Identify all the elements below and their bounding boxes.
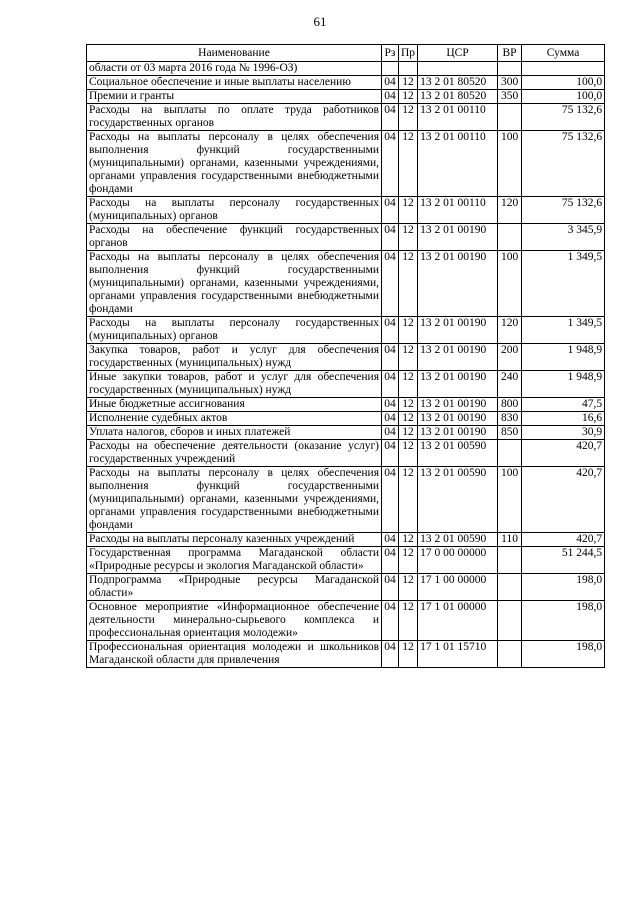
row-rz: 04 <box>382 641 399 668</box>
table-header-row <box>87 45 605 62</box>
row-name: Исполнение судебных актов <box>87 412 382 426</box>
table-row <box>87 90 605 104</box>
row-name: Расходы на обеспечение функций государственных органов <box>87 224 382 251</box>
row-sum: 75 132,6 <box>522 104 605 131</box>
row-name: Расходы на выплаты по оплате труда работников государственных органов <box>87 104 382 131</box>
row-pr: 12 <box>399 197 418 224</box>
row-vr: 120 <box>498 197 522 224</box>
row-sum: 198,0 <box>522 574 605 601</box>
row-rz: 04 <box>382 317 399 344</box>
row-sum: 100,0 <box>522 90 605 104</box>
table-row <box>87 440 605 467</box>
row-csr: 13 2 01 00190 <box>418 398 498 412</box>
row-name: Расходы на выплаты персоналу государственных (муниципальных) органов <box>87 197 382 224</box>
row-rz: 04 <box>382 197 399 224</box>
row-vr: 120 <box>498 317 522 344</box>
row-vr: 850 <box>498 426 522 440</box>
row-name: Иные бюджетные ассигнования <box>87 398 382 412</box>
row-csr: 13 2 01 00110 <box>418 104 498 131</box>
table-row <box>87 533 605 547</box>
row-sum: 198,0 <box>522 601 605 641</box>
row-pr: 12 <box>399 90 418 104</box>
row-name: Закупка товаров, работ и услуг для обеспечения государственных (муниципальных) нужд <box>87 344 382 371</box>
row-vr <box>498 224 522 251</box>
table-row <box>87 467 605 533</box>
row-rz: 04 <box>382 76 399 90</box>
row-name: Расходы на выплаты персоналу казенных учреждений <box>87 533 382 547</box>
row-sum: 198,0 <box>522 641 605 668</box>
row-pr: 12 <box>399 601 418 641</box>
row-pr: 12 <box>399 426 418 440</box>
row-vr <box>498 440 522 467</box>
row-sum: 75 132,6 <box>522 197 605 224</box>
row-pr: 12 <box>399 574 418 601</box>
row-name: Профессиональная ориентация молодежи и школьников Магаданской области для привлечения <box>87 641 382 668</box>
row-vr: 100 <box>498 251 522 317</box>
row-sum: 420,7 <box>522 533 605 547</box>
row-rz: 04 <box>382 412 399 426</box>
row-rz: 04 <box>382 104 399 131</box>
row-csr: 13 2 01 00190 <box>418 224 498 251</box>
row-name: Основное мероприятие «Информационное обеспечение деятельности минерально-сырьевого комплекса и профессиональная ориентация молодежи» <box>87 601 382 641</box>
page-number: 61 <box>313 14 327 29</box>
table-row <box>87 398 605 412</box>
row-name: Расходы на выплаты персоналу в целях обеспечения выполнения функций государственными (муниципальными) органами, казенными учреждениями, органами управления государственными внебюджетными фондами <box>87 131 382 197</box>
row-sum: 30,9 <box>522 426 605 440</box>
continuation-text: области от 03 марта 2016 года № 1996-ОЗ) <box>87 62 382 76</box>
row-rz: 04 <box>382 574 399 601</box>
row-rz: 04 <box>382 547 399 574</box>
row-pr: 12 <box>399 641 418 668</box>
table-row <box>87 641 605 668</box>
row-sum: 51 244,5 <box>522 547 605 574</box>
row-vr <box>498 104 522 131</box>
row-pr: 12 <box>399 104 418 131</box>
row-csr: 17 1 01 00000 <box>418 601 498 641</box>
table-row <box>87 412 605 426</box>
row-csr: 13 2 01 00190 <box>418 426 498 440</box>
table-row <box>87 197 605 224</box>
row-vr: 240 <box>498 371 522 398</box>
row-name: Уплата налогов, сборов и иных платежей <box>87 426 382 440</box>
row-vr <box>498 641 522 668</box>
header-csr: ЦСР <box>418 45 498 62</box>
row-name: Социальное обеспечение и иные выплаты населению <box>87 76 382 90</box>
row-pr: 12 <box>399 533 418 547</box>
row-pr: 12 <box>399 398 418 412</box>
table-row <box>87 371 605 398</box>
row-csr: 17 1 00 00000 <box>418 574 498 601</box>
row-rz: 04 <box>382 601 399 641</box>
row-sum: 1 349,5 <box>522 317 605 344</box>
row-vr: 100 <box>498 131 522 197</box>
row-vr: 110 <box>498 533 522 547</box>
row-name: Расходы на выплаты персоналу в целях обеспечения выполнения функций государственными (муниципальными) органами, казенными учреждениями, органами управления государственными внебюджетными фондами <box>87 467 382 533</box>
row-csr: 13 2 01 00190 <box>418 317 498 344</box>
row-vr <box>498 574 522 601</box>
row-pr: 12 <box>399 371 418 398</box>
row-csr: 13 2 01 80520 <box>418 76 498 90</box>
row-csr: 17 1 01 15710 <box>418 641 498 668</box>
row-vr: 100 <box>498 467 522 533</box>
row-name: Расходы на выплаты персоналу в целях обеспечения выполнения функций государственными (муниципальными) органами, казенными учреждениями, органами управления государственными внебюджетными фондами <box>87 251 382 317</box>
table-row <box>87 426 605 440</box>
table-row <box>87 601 605 641</box>
row-vr: 200 <box>498 344 522 371</box>
table-body <box>87 62 605 668</box>
row-pr: 12 <box>399 224 418 251</box>
row-csr: 13 2 01 00190 <box>418 371 498 398</box>
row-name: Расходы на выплаты персоналу государственных (муниципальных) органов <box>87 317 382 344</box>
table-row <box>87 344 605 371</box>
row-pr: 12 <box>399 440 418 467</box>
row-rz: 04 <box>382 371 399 398</box>
row-csr: 13 2 01 00590 <box>418 440 498 467</box>
row-csr: 13 2 01 00110 <box>418 131 498 197</box>
row-csr: 13 2 01 00190 <box>418 412 498 426</box>
table-row <box>87 104 605 131</box>
row-sum: 420,7 <box>522 467 605 533</box>
row-rz: 04 <box>382 426 399 440</box>
row-sum: 47,5 <box>522 398 605 412</box>
row-sum: 1 948,9 <box>522 344 605 371</box>
row-csr: 13 2 01 80520 <box>418 90 498 104</box>
header-pr: Пр <box>399 45 418 62</box>
row-vr: 830 <box>498 412 522 426</box>
table-row <box>87 317 605 344</box>
row-rz: 04 <box>382 90 399 104</box>
table-row <box>87 574 605 601</box>
header-sum: Сумма <box>522 45 605 62</box>
row-rz: 04 <box>382 224 399 251</box>
table-row <box>87 547 605 574</box>
header-name: Наименование <box>87 45 382 62</box>
row-sum: 3 345,9 <box>522 224 605 251</box>
row-vr: 300 <box>498 76 522 90</box>
row-vr <box>498 547 522 574</box>
row-rz: 04 <box>382 344 399 371</box>
row-pr: 12 <box>399 344 418 371</box>
row-name: Премии и гранты <box>87 90 382 104</box>
row-csr: 13 2 01 00590 <box>418 533 498 547</box>
row-rz: 04 <box>382 131 399 197</box>
row-csr: 13 2 01 00110 <box>418 197 498 224</box>
row-pr: 12 <box>399 131 418 197</box>
row-vr <box>498 601 522 641</box>
row-sum: 75 132,6 <box>522 131 605 197</box>
row-vr: 800 <box>498 398 522 412</box>
row-pr: 12 <box>399 467 418 533</box>
row-pr: 12 <box>399 317 418 344</box>
row-csr: 13 2 01 00190 <box>418 251 498 317</box>
row-pr: 12 <box>399 76 418 90</box>
budget-table <box>86 44 605 668</box>
row-rz: 04 <box>382 467 399 533</box>
row-pr: 12 <box>399 547 418 574</box>
row-sum: 16,6 <box>522 412 605 426</box>
continuation-row <box>87 62 605 76</box>
row-pr: 12 <box>399 251 418 317</box>
table-row <box>87 224 605 251</box>
row-sum: 1 349,5 <box>522 251 605 317</box>
table-row <box>87 131 605 197</box>
row-csr: 17 0 00 00000 <box>418 547 498 574</box>
row-sum: 100,0 <box>522 76 605 90</box>
row-name: Иные закупки товаров, работ и услуг для обеспечения государственных (муниципальных) нужд <box>87 371 382 398</box>
row-name: Подпрограмма «Природные ресурсы Магаданской области» <box>87 574 382 601</box>
row-rz: 04 <box>382 398 399 412</box>
header-vr: ВР <box>498 45 522 62</box>
table-row <box>87 76 605 90</box>
row-sum: 1 948,9 <box>522 371 605 398</box>
row-rz: 04 <box>382 251 399 317</box>
row-csr: 13 2 01 00190 <box>418 344 498 371</box>
row-rz: 04 <box>382 533 399 547</box>
row-name: Государственная программа Магаданской области «Природные ресурсы и экология Магаданской области» <box>87 547 382 574</box>
header-rz: Рз <box>382 45 399 62</box>
row-sum: 420,7 <box>522 440 605 467</box>
row-vr: 350 <box>498 90 522 104</box>
table-row <box>87 251 605 317</box>
row-name: Расходы на обеспечение деятельности (оказание услуг) государственных учреждений <box>87 440 382 467</box>
row-pr: 12 <box>399 412 418 426</box>
row-csr: 13 2 01 00590 <box>418 467 498 533</box>
row-rz: 04 <box>382 440 399 467</box>
